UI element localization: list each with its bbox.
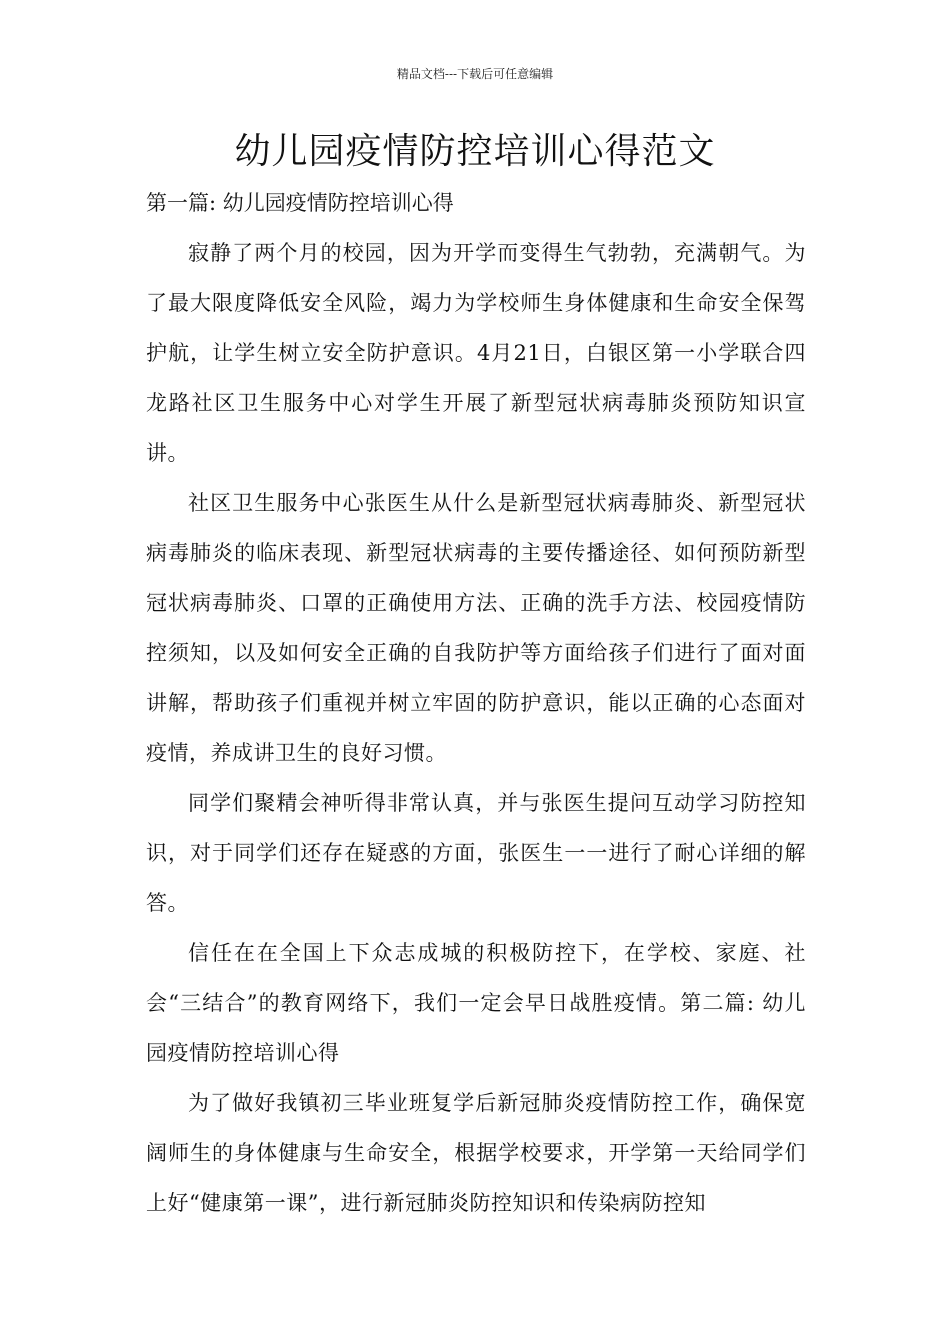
- section-heading: 第一篇: 幼儿园疫情防控培训心得: [146, 191, 454, 215]
- document-title: 幼儿园疫情防控培训心得范文: [234, 131, 716, 172]
- paragraph: 同学们聚精会神听得非常认真，并与张医生提问互动学习防控知识，对于同学们还存在疑惑的方面，张医生一一进行了耐心详细的解答。: [146, 791, 806, 915]
- paragraph: 信任在在全国上下众志成城的积极防控下，在学校、家庭、社会“三结合”的教育网络下，我们一定会早日战胜疫情。第二篇: 幼儿园疫情防控培训心得: [146, 941, 806, 1065]
- document-body: [146, 178, 806, 1228]
- paragraph: 社区卫生服务中心张医生从什么是新型冠状病毒肺炎、新型冠状病毒肺炎的临床表现、新型冠状病毒的主要传播途径、如何预防新型冠状病毒肺炎、口罩的正确使用方法、正确的洗手方法、校园疫情防控须知，以及如何安全正确的自我防护等方面给孩子们进行了面对面讲解，帮助孩子们重视并树立牢固的防护意识，能以正确的心态面对疫情，养成讲卫生的良好习惯。: [146, 491, 806, 765]
- paragraph: 为了做好我镇初三毕业班复学后新冠肺炎疫情防控工作，确保宽阔师生的身体健康与生命安全，根据学校要求，开学第一天给同学们上好“健康第一课”，进行新冠肺炎防控知识和传染病防控知: [146, 1091, 806, 1215]
- paragraph: 寂静了两个月的校园，因为开学而变得生气勃勃，充满朝气。为了最大限度降低安全风险，竭力为学校师生身体健康和生命安全保驾护航，让学生树立安全防护意识。4月21日，白银区第一小学联合四龙路社区卫生服务中心对学生开展了新型冠状病毒肺炎预防知识宣讲。: [146, 241, 806, 465]
- header-note: 精品文档---下载后可任意编辑: [396, 67, 554, 81]
